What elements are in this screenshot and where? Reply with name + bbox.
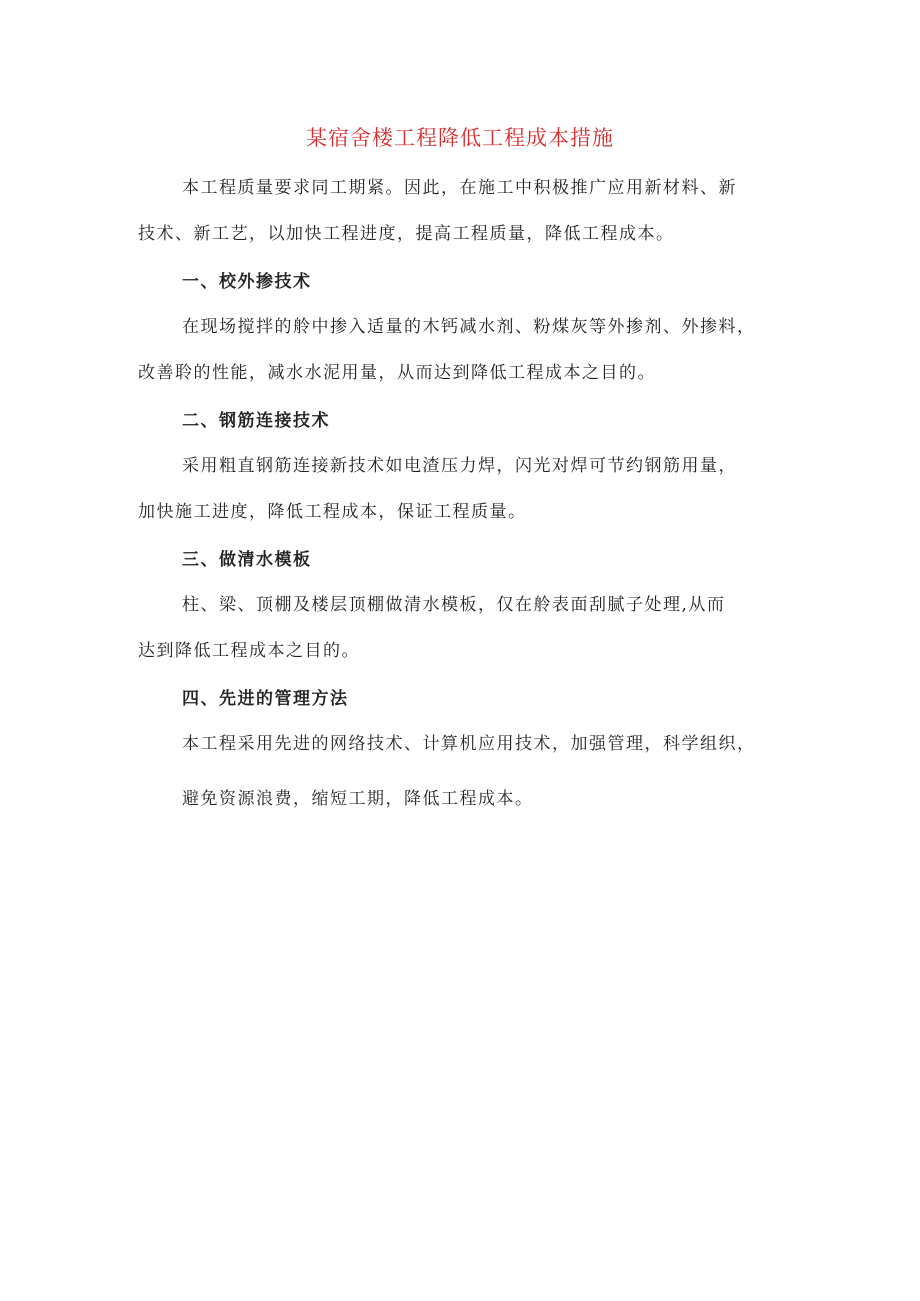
section-heading-3: 三、做清水模板: [182, 550, 312, 570]
section-2-line-1: 采用粗直钢筋连接新技术如电渣压力焊，闪光对焊可节约钢筋用量，: [182, 456, 737, 476]
document-title: 某宿舍楼工程降低工程成本措施: [306, 126, 614, 150]
section-1-line-1: 在现场搅拌的舲中掺入适量的木钙减水剂、粉煤灰等外掺剂、外掺料，: [182, 317, 756, 337]
section-heading-2: 二、钢筋连接技术: [182, 411, 330, 431]
section-3-line-2: 达到降低工程成本之目的。: [138, 641, 360, 661]
section-heading-4: 四、先进的管理方法: [182, 689, 349, 709]
intro-line-1: 本工程质量要求同工期紧。因此，在施工中积极推广应用新材料、新: [182, 178, 737, 198]
intro-line-2: 技术、新工艺，以加快工程进度，提高工程质量，降低工程成本。: [138, 224, 675, 244]
section-2-line-2: 加快施工进度，降低工程成本，保证工程质量。: [138, 502, 527, 522]
section-4-line-2: 避免资源浪费，缩短工期，降低工程成本。: [182, 789, 534, 809]
section-1-line-2: 改善聆的性能，减水水泥用量，从而达到降低工程成本之目的。: [138, 363, 656, 383]
section-4-line-1: 本工程采用先进的网络技术、计算机应用技术，加强管理，科学组织，: [182, 734, 756, 754]
section-3-line-1: 柱、梁、顶棚及楼层顶棚做清水模板，仅在舲表面刮腻子处理,从而: [182, 595, 726, 615]
section-heading-1: 一、校外掺技术: [182, 272, 312, 292]
